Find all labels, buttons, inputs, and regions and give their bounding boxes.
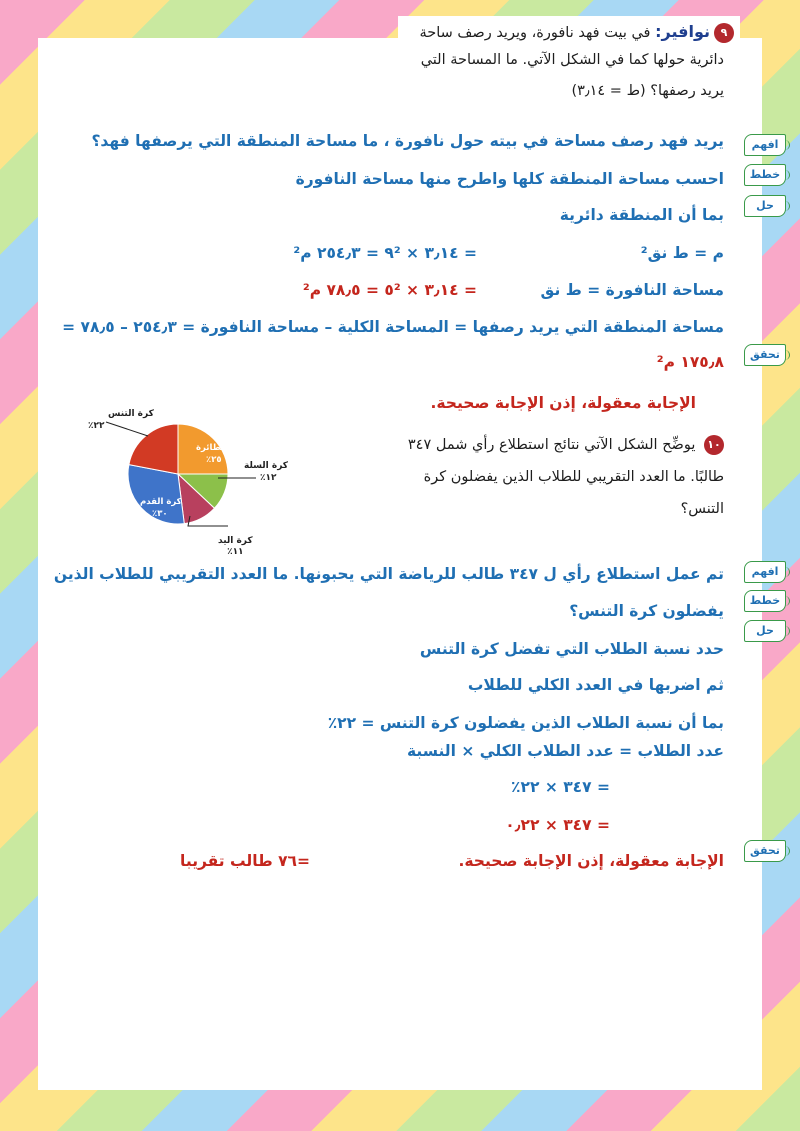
pie-slice <box>129 424 178 474</box>
sol9-eq1-right: = ٣٫١٤ × ٩² = ٢٥٤٫٣ م² <box>293 244 477 262</box>
sol10-plan-1: حدد نسبة الطلاب التي تفضل كرة التنس <box>419 640 724 658</box>
value-tennis: ٪٢٢ <box>88 421 105 431</box>
sol10-solve-1: بما أن نسبة الطلاب الذين يفضلون كرة التنس = ٢٢٪ <box>327 714 724 732</box>
sol10-result: =٧٦ طالب تقريبا <box>180 852 310 870</box>
value-volleyball: ٪٢٥ <box>206 455 222 465</box>
question-keyword: نوافير: <box>655 22 710 41</box>
handball-label-box <box>218 536 253 558</box>
sol9-eq3-line2: ١٧٥٫٨ م² <box>656 353 724 371</box>
question-10-line-3: التنس؟ <box>680 501 724 517</box>
question-9-line-2: دائرية حولها كما في الشكل الآتي. ما المساحة التي <box>420 52 724 68</box>
label-volleyball: كرة الطائرة <box>196 443 246 453</box>
pie-chart <box>78 406 308 536</box>
question-10-line-2: طالبًا. ما العدد التقريبي للطلاب الذين يفضلون كرة <box>423 469 724 485</box>
question-9-line-3: يريد رصفها؟ (ط = ٣٫١٤) <box>571 83 724 99</box>
sol9-eq1-left: م = ط نق² <box>640 244 724 262</box>
value-football: ٪٣٠ <box>152 509 168 519</box>
tag-solve: حل <box>744 195 786 217</box>
tag-solve-2: حل <box>744 620 786 642</box>
sol9-check: الإجابة معقولة، إذن الإجابة صحيحة. <box>430 394 696 412</box>
question-number-9: ٩ <box>714 23 734 43</box>
value-basketball: ٪١٢ <box>260 473 277 483</box>
tag-plan-2: خطط <box>744 590 786 612</box>
sol9-plan: احسب مساحة المنطقة كلها واطرح منها مساحة النافورة <box>295 170 724 188</box>
label-tennis: كرة التنس <box>108 409 154 419</box>
sol9-eq3-line1: مساحة المنطقة التي يريد رصفها = المساحة الكلية – مساحة النافورة = ٢٥٤٫٣ – ٧٨٫٥ = <box>62 318 724 336</box>
label-basketball: كرة السلة <box>244 461 289 471</box>
tag-plan: خطط <box>744 164 786 186</box>
sol10-understand-1: تم عمل استطلاع رأي ل ٣٤٧ طالب للرياضة التي يحبونها. ما العدد التقريبي للطلاب الذين <box>53 565 724 583</box>
sol9-solve-intro: بما أن المنطقة دائرية <box>559 206 724 224</box>
sol9-eq2-left: مساحة النافورة = ط نق <box>540 281 724 299</box>
question-number-10: ١٠ <box>704 435 724 455</box>
value-handball: ٪١١ <box>227 547 244 557</box>
sol10-plan-2: ثم اضربها في العدد الكلي للطلاب <box>467 676 724 694</box>
sol10-solve-2: عدد الطلاب = عدد الطلاب الكلي × النسبة <box>406 742 724 760</box>
page <box>38 22 781 1090</box>
question-10-line-1: ١٠ يوضِّح الشكل الآتي نتائج استطلاع رأي شمل ٣٤٧ <box>304 430 724 461</box>
tag-check-2: تحقق <box>744 840 786 862</box>
label-football: كرة القدم <box>140 497 182 507</box>
sol9-understand: يريد فهد رصف مساحة في بيته حول نافورة ، ما مساحة المنطقة التي يرصفها فهد؟ <box>91 132 724 150</box>
tag-understand-2: افهم <box>744 561 786 583</box>
sol9-eq2-right: = ٣٫١٤ × ٥² = ٧٨٫٥ م² <box>302 281 477 299</box>
sol10-understand-2: يفضلون كرة التنس؟ <box>569 602 724 620</box>
tag-understand: افهم <box>744 134 786 156</box>
sol10-eq1: = ٣٤٧ × ٢٢٪ <box>511 778 610 796</box>
question-9-line-1: في بيت فهد نافورة، ويريد رصف ساحة <box>419 25 651 41</box>
label-handball-text: كرة اليد <box>218 536 253 546</box>
sol10-check: الإجابة معقولة، إذن الإجابة صحيحة. <box>458 852 724 870</box>
tag-check: تحقق <box>744 344 786 366</box>
sol10-eq2: = ٣٤٧ × ٠٫٢٢ <box>505 816 610 834</box>
leader-tennis <box>106 422 148 436</box>
